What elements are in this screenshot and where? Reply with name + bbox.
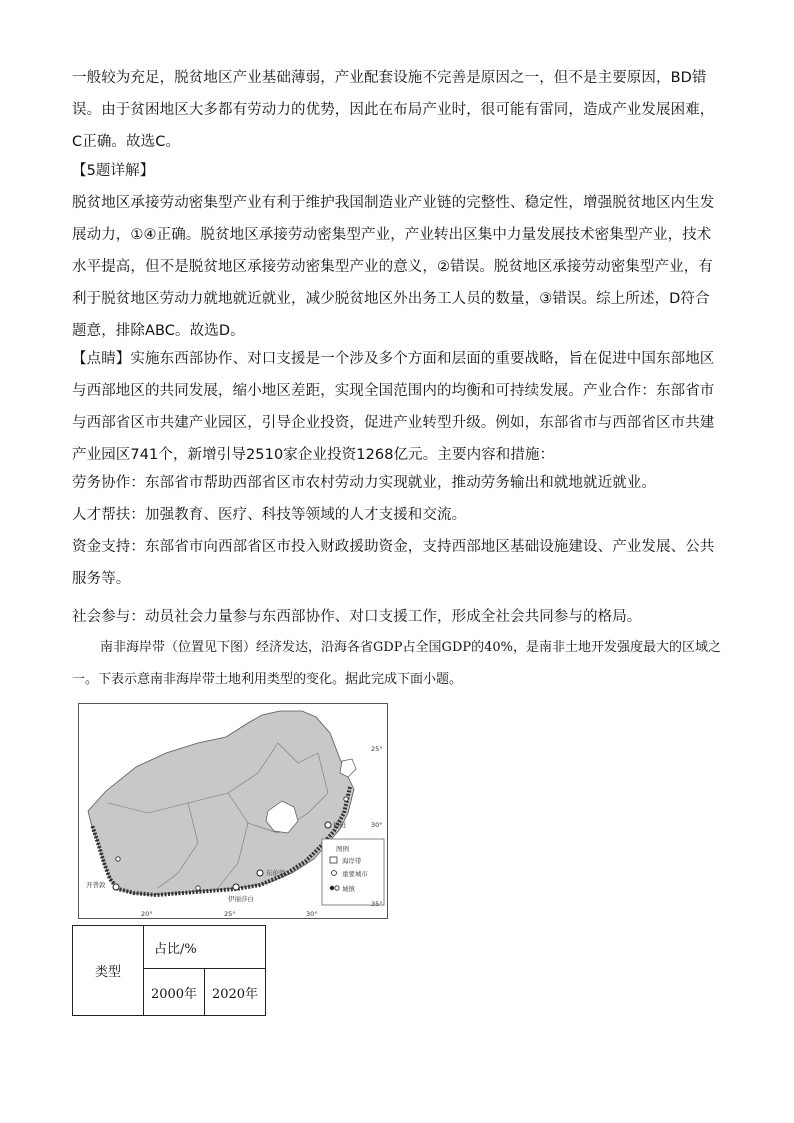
legend-title: 图例: [336, 845, 349, 853]
town-marker: [344, 797, 348, 801]
port-elizabeth-marker: [233, 884, 239, 890]
question-5-heading: 【5题详解】: [72, 163, 155, 179]
question-5-explanation: 脱贫地区承接劳动密集型产业有利于维护我国制造业产业链的完整性、稳定性，增强脱贫地区内生发展动力，①④正确。脱贫地区承接劳动密集型产业，产业转出区集中力量发展技术密集型产业，技术水平提高，但不是脱贫地区承接劳动密集型产业的意义，②错误。脱贫地区承接劳动密集型产业，有利于脱贫地区劳动力就地就近就业，减少脱贫地区外出务工人员的数量，③错误。综上所述，D符合题意，排除ABC。故选D。: [72, 195, 715, 339]
labor-cooperation-paragraph: 劳务协作：东部省市帮助西部省区市农村劳动力实现就业，推动劳务输出和就地就近就业。: [72, 475, 656, 491]
type-header: 类型: [73, 926, 144, 1016]
legend-coast: 海岸带: [342, 857, 362, 865]
year-2020-header: 2020年: [205, 969, 266, 1016]
map-figure: [78, 703, 388, 919]
port-elizabeth-label: 伊丽莎白: [228, 895, 254, 903]
year-2000-header: 2000年: [144, 969, 205, 1016]
major-city-legend-symbol: [332, 871, 337, 876]
legend-town: 城镇: [342, 885, 355, 893]
lon-label-30: 30°: [306, 910, 318, 918]
land-use-table: [72, 925, 266, 1016]
lat-label-30: 30°: [371, 821, 383, 829]
tip-paragraph: 【点睛】实施东西部协作、对口支援是一个涉及多个方面和层面的重要战略，旨在促进中国东部地区与西部地区的共同发展，缩小地区差距，实现全国范围内的均衡和可持续发展。产业合作：东部省市与西部省区市共建产业园区，引导企业投资，促进产业转型升级。例如，东部省市与西部省区市共建产业园区741个，新增引导2510家企业投资1268亿元。主要内容和措施：: [72, 351, 715, 463]
cape-town-label: 开普敦: [86, 881, 106, 889]
durban-marker: [325, 822, 331, 828]
lat-label-35: 35°: [371, 900, 383, 908]
town-marker: [196, 886, 200, 890]
town-legend-symbol: [330, 886, 334, 890]
east-london-marker: [257, 870, 263, 876]
coast-legend-symbol: [330, 857, 337, 863]
answer-paragraph-continued: 一般较为充足，脱贫地区产业基础薄弱，产业配套设施不完善是原因之一，但不是主要原因，BD错误。由于贫困地区大多都有劳动力的优势，因此在布局产业时，很可能有雷同，造成产业发展困难，C正确。故选C。: [72, 70, 715, 150]
lon-label-20: 20°: [141, 910, 153, 918]
funding-support-paragraph: 资金支持：东部省市向西部省区市投入财政援助资金，支持西部地区基础设施建设、产业发展、公共服务等。: [72, 539, 715, 587]
south-africa-map: [78, 703, 388, 919]
question-stem: 南非海岸带（位置见下图）经济发达，沿海各省GDP占全国GDP的40%，是南非土地开发强度最大的区域之一。下表示意南非海岸带土地利用类型的变化。据此完成下面小题。: [72, 640, 722, 687]
talent-support-paragraph: 人才帮扶：加强教育、医疗、科技等领域的人才支援和交流。: [72, 507, 467, 523]
lat-label-25: 25°: [371, 745, 383, 753]
social-participation-paragraph: 社会参与：动员社会力量参与东西部协作、对口支援工作，形成全社会共同参与的格局。: [72, 609, 642, 625]
east-london-label: 东伦敦: [266, 869, 286, 877]
town-marker: [116, 857, 120, 861]
lon-label-25: 25°: [224, 910, 236, 918]
share-header: 占比/%: [144, 926, 266, 969]
legend-major-city: 重要城市: [342, 870, 368, 878]
town-legend-symbol: [335, 886, 339, 890]
cape-town-marker: [113, 884, 119, 890]
durban-label: 德班: [333, 821, 346, 829]
